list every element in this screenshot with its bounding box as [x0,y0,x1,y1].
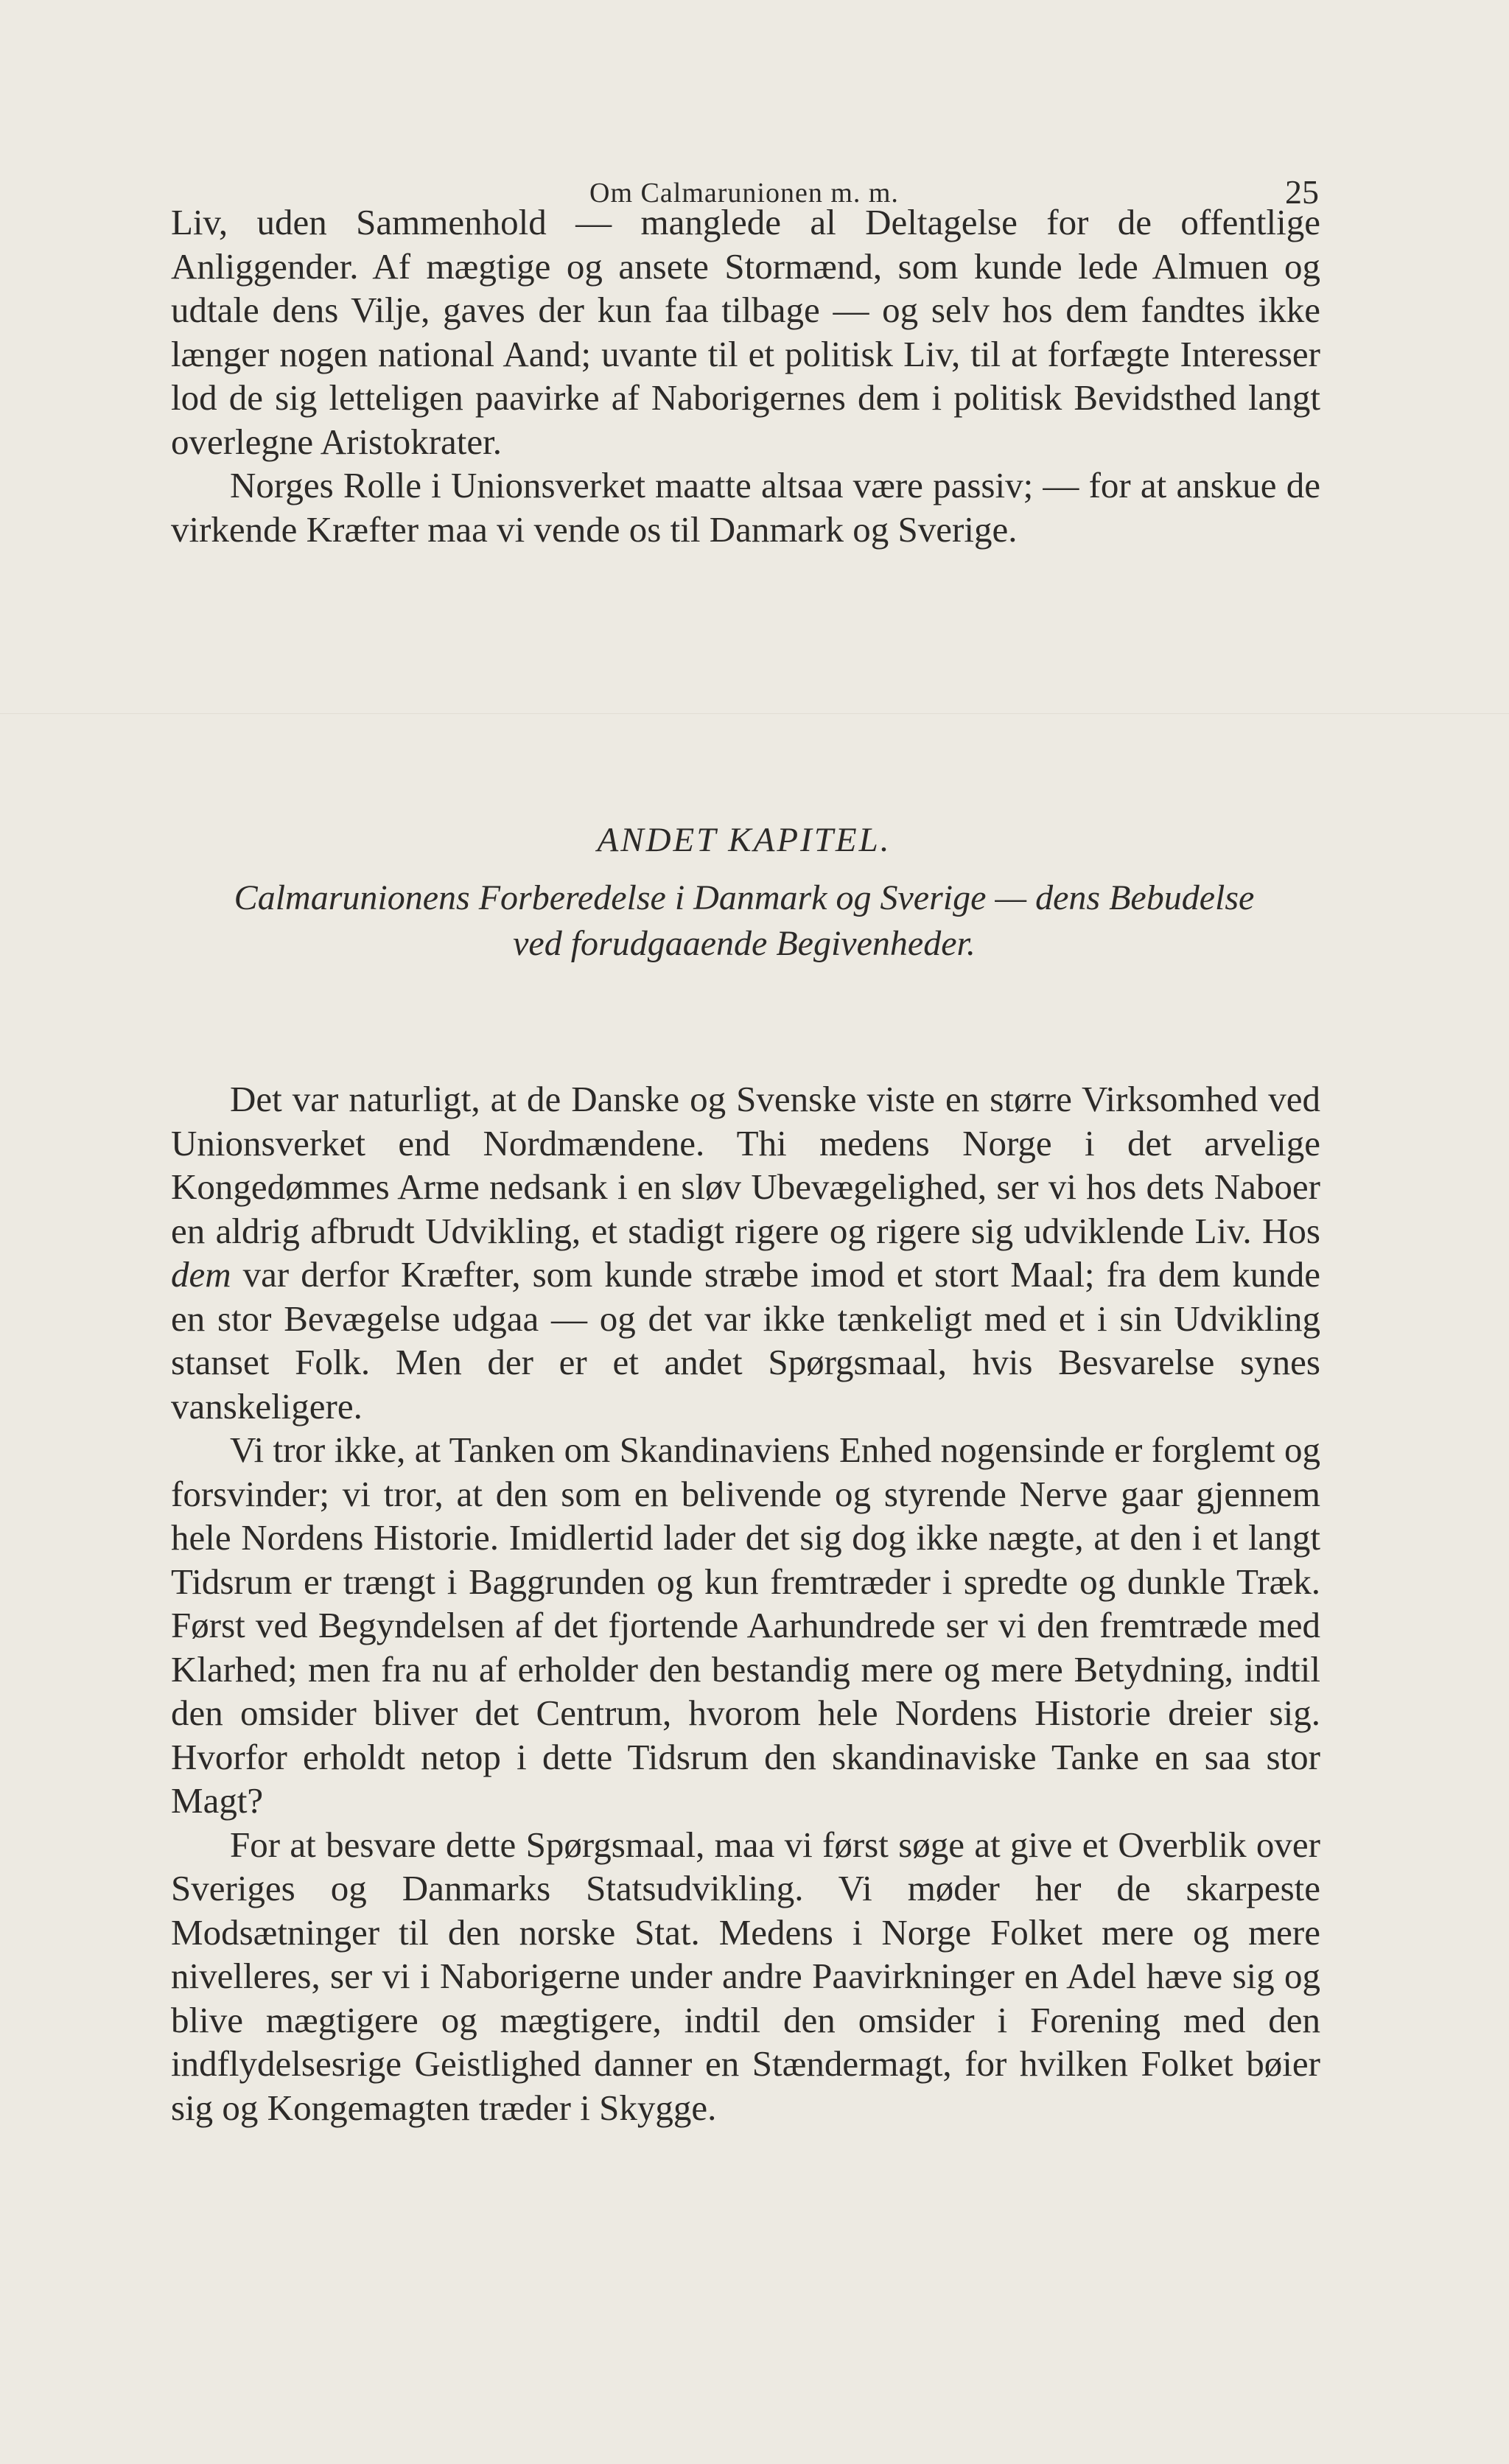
chapter-text [171,1077,1320,2129]
intro-text [171,200,1320,551]
chapter-title: ANDET KAPITEL. [597,821,892,859]
paragraph-1-text-a: Det var naturligt, at de Danske og Svenske viste en større Virksomhed ved Unionsverket end Nordmændene. Thi medens Norge i det arvelige Kongedømmes Arme nedsank i en sløv Ubevægelighed, ser vi hos dets Naboer en aldrig afbrudt Udvikling, et stadigt rigere og rigere sig udviklende Liv. Hos [171,1079,1320,1251]
intro-paragraph-2: Norges Rolle i Unionsverket maatte altsaa være passiv; — for at anskue de virkende Kræfter maa vi vende os til Danmark og Sverige. [171,465,1320,550]
chapter-paragraph-1 [171,1077,1320,1428]
page-number: 25 [1285,173,1319,211]
intro-paragraph-1: Liv, uden Sammenhold — manglede al Deltagelse for de offentlige Anliggender. Af mægtige og ansete Stormænd, som kunde lede Almuen og udtale dens Vilje, gaves der kun faa tilbage — og selv hos dem fandtes ikke længer nogen national Aand; uvante til et politisk Liv, til at forfægte Interesser lod de sig letteligen paavirke af Naborigernes dem i politisk Bevidsthed langt overlegne Aristokrater. [171,202,1320,462]
chapter-subtitle: Calmarunionens Forberedelse i Danmark og Sverige — dens Bebudelse ved forudgaaende Begivenheder. [234,878,1255,963]
paragraph-1-text-b: var derfor Kræfter, som kunde stræbe imod et stort Maal; fra dem kunde en stor Bevægelse udgaa — og det var ikke tænkeligt med et i sin Udvikling stanset Folk. Men der er et andet Spørgsmaal, hvis Besvarelse synes vanskeligere. [171,1254,1320,1427]
running-title: Om Calmarunionen m. m. [589,178,899,209]
chapter-paragraph-3: For at besvare dette Spørgsmaal, maa vi først søge at give et Overblik over Sveriges og Danmarks Statsudvikling. Vi møder her de skarpeste Modsætninger til den norske Stat. Medens i Norge Folket mere og mere nivelleres, ser vi i Naborigerne under andre Paavirkninger en Adel hæve sig og blive mægtigere og mægtigere, indtil den omsider i Forening med den indflydelsesrige Geistlighed danner en Stændermagt, for hvilken Folket bøier sig og Kongemagten træder i Skygge. [171,1824,1320,2128]
emphasis-dem: dem [171,1254,231,1295]
chapter-paragraph-2: Vi tror ikke, at Tanken om Skandinaviens Enhed nogensinde er forglemt og forsvinder; vi tror, at den som en belivende og styrende Nerve gaar gjennem hele Nordens Historie. Imidlertid lader det sig dog ikke nægte, at den i et langt Tidsrum er trængt i Baggrunden og kun fremtræder i spredte og dunkle Træk. Først ved Begyndelsen af det fjortende Aarhundrede ser vi den fremtræde med Klarhed; men fra nu af erholder den bestandig mere og mere Betydning, indtil den omsider bliver det Centrum, hvorom hele Nordens Historie dreier sig. Hvorfor erholdt netop i dette Tidsrum den skandinaviske Tanke en saa stor Magt? [171,1429,1320,1821]
page-fold-line [0,713,1509,714]
